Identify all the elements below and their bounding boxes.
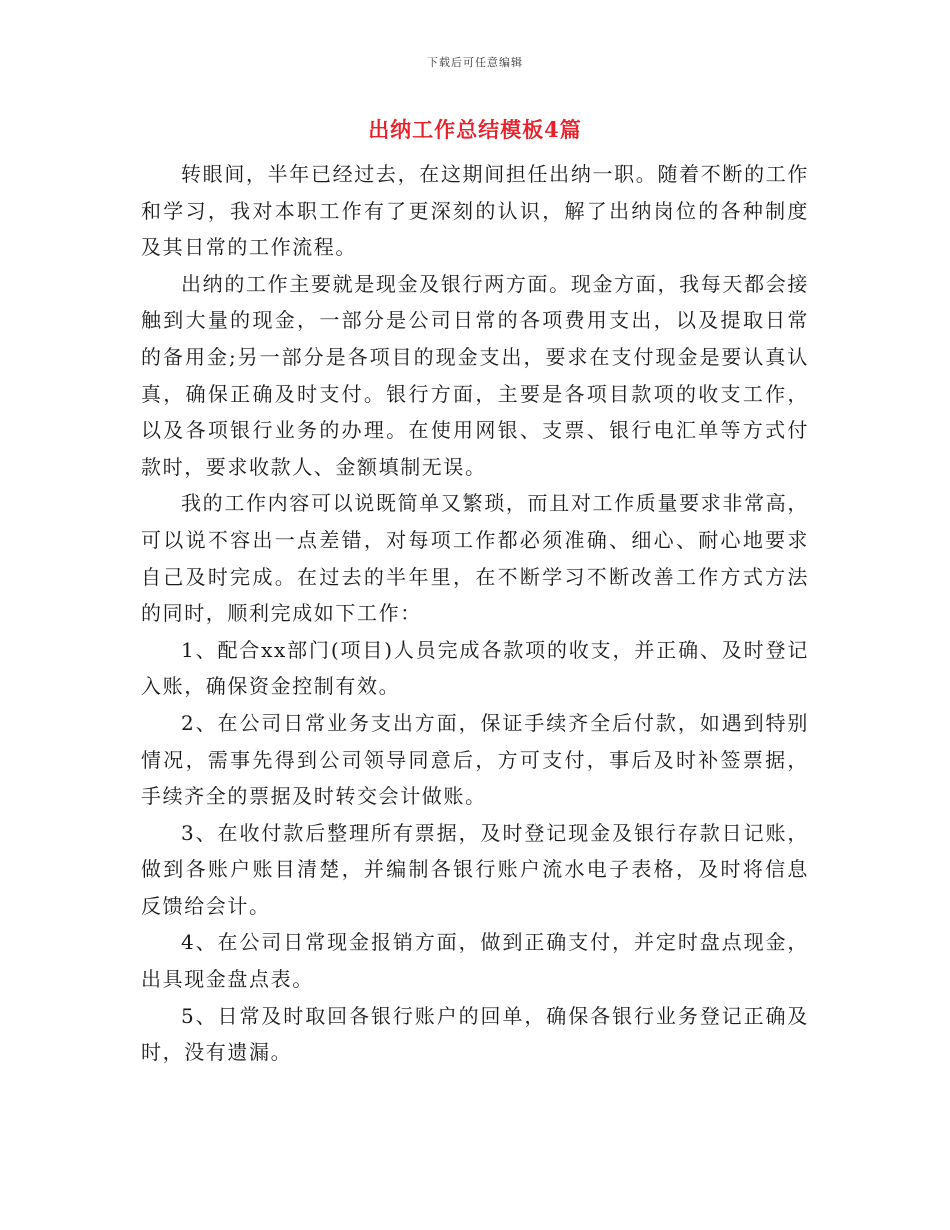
list-item-1: 1、配合xx部门(项目)人员完成各款项的收支，并正确、及时登记入账，确保资金控制有效。 bbox=[141, 637, 809, 699]
paragraph-work-content: 我的工作内容可以说既简单又繁琐，而且对工作质量要求非常高，可以说不容出一点差错，对每项工作都必须准确、细心、耐心地要求自己及时完成。在过去的半年里，在不断学习不断改善工作方式方法的同时，顺利完成如下工作： bbox=[141, 491, 809, 626]
list-item-5: 5、日常及时取回各银行账户的回单，确保各银行业务登记正确及时，没有遗漏。 bbox=[141, 1003, 809, 1065]
header-note: 下载后可任意编辑 bbox=[427, 56, 523, 69]
paragraph-cash-and-bank: 出纳的工作主要就是现金及银行两方面。现金方面，我每天都会接触到大量的现金，一部分是公司日常的各项费用支出，以及提取日常的备用金;另一部分是各项目的现金支出，要求在支付现金是要认真认真，确保正确及时支付。银行方面，主要是各项目款项的收支工作，以及各项银行业务的办理。在使用网银、支票、银行电汇单等方式付款时，要求收款人、金额填制无误。 bbox=[141, 271, 809, 479]
list-item-3: 3、在收付款后整理所有票据，及时登记现金及银行存款日记账，做到各账户账目清楚，并编制各银行账户流水电子表格，及时将信息反馈给会计。 bbox=[141, 820, 809, 918]
document-body bbox=[141, 156, 809, 1071]
list-item-4: 4、在公司日常现金报销方面，做到正确支付，并定时盘点现金，出具现金盘点表。 bbox=[141, 930, 809, 992]
list-item-2: 2、在公司日常业务支出方面，保证手续齐全后付款，如遇到特别情况，需事先得到公司领导同意后，方可支付，事后及时补签票据，手续齐全的票据及时转交会计做账。 bbox=[141, 710, 809, 809]
document-title: 出纳工作总结模板4篇 bbox=[368, 117, 582, 142]
paragraph-intro: 转眼间，半年已经过去，在这期间担任出纳一职。随着不断的工作和学习，我对本职工作有了更深刻的认识，解了出纳岗位的各种制度及其日常的工作流程。 bbox=[141, 162, 809, 260]
